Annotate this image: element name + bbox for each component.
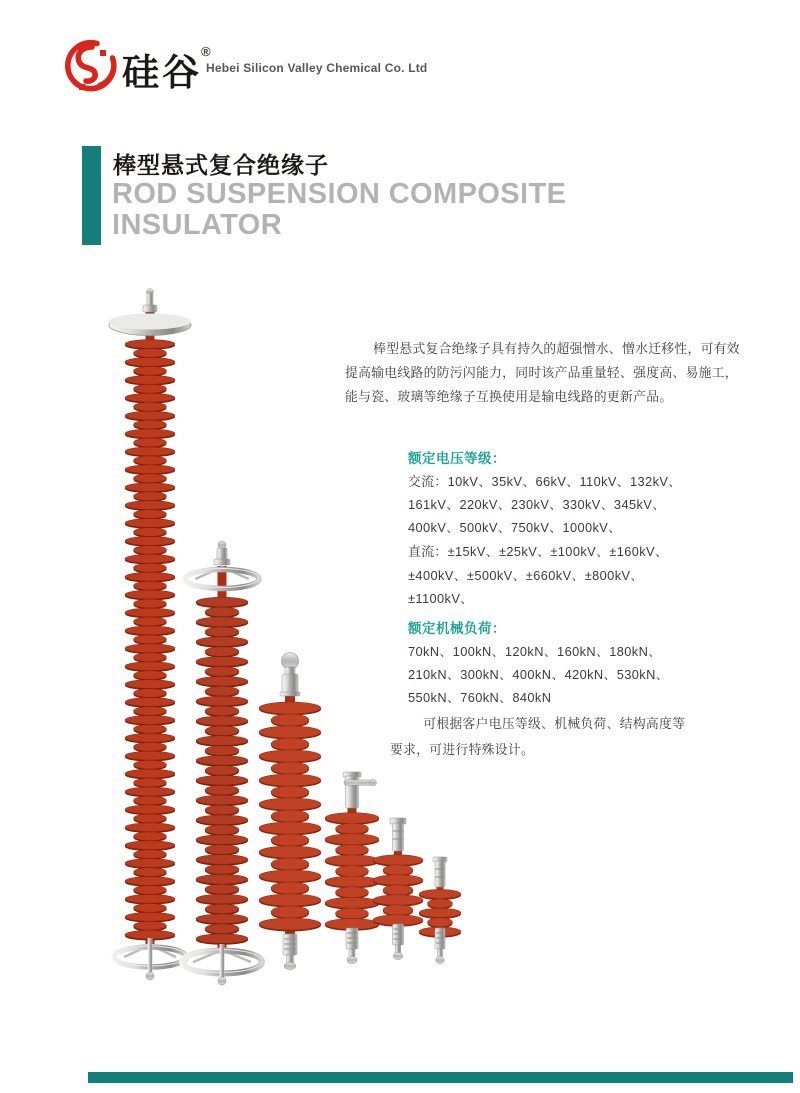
ac-voltage-line: 400kV、500kV、750kV、1000kV、 bbox=[408, 520, 622, 536]
ac-voltage-line: 161kV、220kV、230kV、330kV、345kV、 bbox=[408, 497, 666, 513]
description-line: 棒型悬式复合绝缘子具有持久的超强憎水、憎水迁移性，可有效 bbox=[373, 341, 740, 356]
company-name-en: Hebei Silicon Valley Chemical Co. Ltd bbox=[206, 61, 428, 75]
rated-load-line: 210kN、300kN、400kN、420kN、530kN、 bbox=[408, 667, 669, 683]
dc-voltage-line: ±400kV、±500kV、±660kV、±800kV、 bbox=[408, 567, 644, 583]
rated-voltage-heading: 额定电压等级： bbox=[408, 451, 506, 466]
product-description bbox=[345, 337, 740, 410]
product-title-en-line2: INSULATOR bbox=[112, 209, 283, 241]
ac-voltage-list bbox=[408, 470, 682, 540]
dc-voltage-list bbox=[408, 540, 668, 611]
rated-load-line: 70kN、100kN、120kN、160kN、180kN、 bbox=[408, 644, 662, 659]
product-title-en-line1: ROD SUSPENSION COMPOSITE bbox=[112, 178, 567, 210]
rated-load-list bbox=[408, 640, 669, 710]
registered-trademark-symbol: ® bbox=[201, 44, 211, 59]
dc-voltage-line: 直流：±15kV、±25kV、±100kV、±160kV、 bbox=[408, 544, 669, 559]
description-line: 提高输电线路的防污闪能力，同时该产品重量轻、强度高、易施工， bbox=[345, 365, 738, 381]
footer-accent-bar bbox=[88, 1072, 793, 1083]
note-line: 要求，可进行特殊设计。 bbox=[390, 741, 535, 757]
description-line: 能与瓷、玻璃等绝缘子互换使用是输电线路的更新产品。 bbox=[345, 389, 673, 405]
product-title-cn: 棒型悬式复合绝缘子 bbox=[113, 152, 329, 178]
note-line: 可根据客户电压等级、机械负荷、结构高度等 bbox=[423, 716, 686, 731]
rated-load-line: 550kN、760kN、840kN bbox=[408, 690, 552, 706]
brand-name-cn: 硅谷 bbox=[122, 52, 202, 93]
rated-load-heading: 额定机械负荷： bbox=[408, 621, 506, 636]
dc-voltage-line: ±1100kV、 bbox=[408, 591, 474, 607]
custom-design-note bbox=[390, 711, 685, 762]
ac-voltage-line: 交流：10kV、35kV、66kV、110kV、132kV、 bbox=[408, 474, 682, 489]
